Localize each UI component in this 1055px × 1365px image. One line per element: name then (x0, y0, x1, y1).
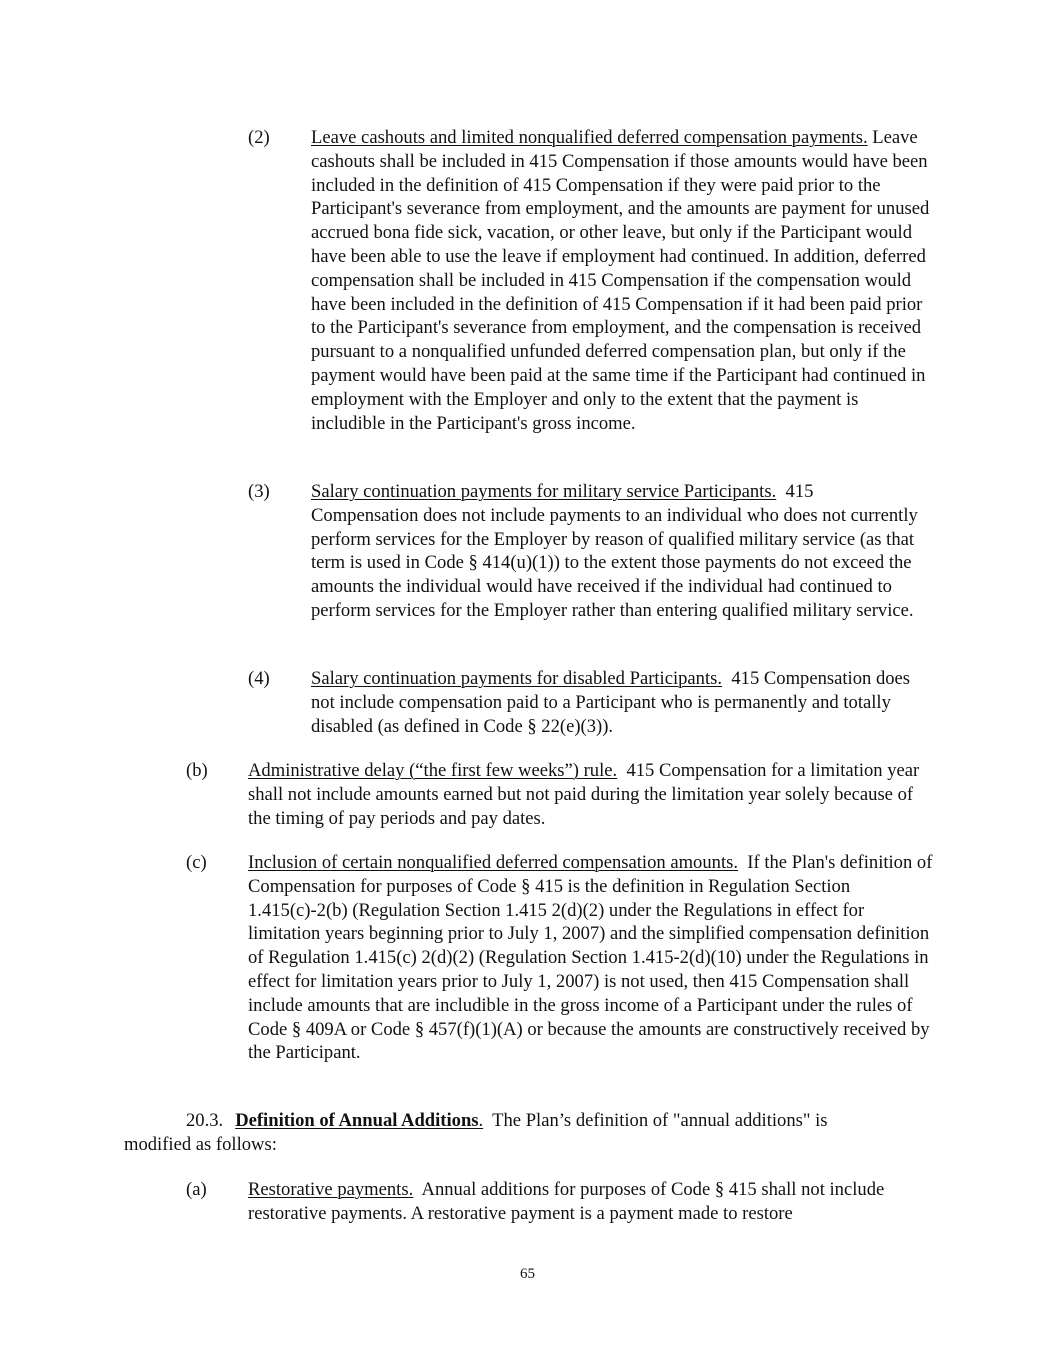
section-title-period: . (478, 1110, 484, 1131)
section-20-3 (124, 1109, 944, 1157)
item-number: (a) (186, 1179, 207, 1200)
item-heading: Inclusion of certain nonqualified deferred compensation amounts. (248, 852, 738, 873)
item-number: (3) (248, 481, 270, 502)
item-number: (2) (248, 127, 270, 148)
paragraph-item-b (186, 759, 933, 830)
section-intro-continued: modified as follows: (124, 1133, 277, 1155)
paragraph-item-2 (248, 126, 936, 435)
item-heading: Restorative payments. (248, 1179, 414, 1200)
item-body: 415 Compensation does not include payments to an individual who does not currently perform services for the Employer by reason of qualified military service (as that term is used in Code § 414(u)(1)) to the extent those payments do not exceed the amounts the individual would have received if the individual had continued to perform services for the Employer rather than entering qualified military service. (311, 481, 918, 621)
item-body: 415 Compensation for a limitation year shall not include amounts earned but not paid during the limitation year solely because of the timing of pay periods and pay dates. (248, 760, 920, 829)
paragraph-item-3 (248, 480, 921, 623)
section-intro: The Plan’s definition of "annual additions" is (492, 1110, 828, 1131)
item-body: Leave cashouts shall be included in 415 Compensation if those amounts would have been included in the definition of 415 Compensation if they were paid prior to the Participant's severance from employment, and the amounts are payment for unused accrued bona fide sick, vacation, or other leave, but only if the Participant would have been able to use the leave if employment had continued. In addition, deferred compensation shall be included in 415 Compensation if the compensation would have been included in the definition of 415 Compensation if it had been paid prior to the Participant's severance from employment, and the compensation is received pursuant to a nonqualified unfunded deferred compensation plan, but only if the payment would have been paid at the same time if the Participant had continued in employment with the Employer and only to the extent that the payment is includible in the Participant's gross income. (311, 127, 930, 434)
item-heading: Salary continuation payments for military service Participants. (311, 481, 777, 502)
item-heading: Salary continuation payments for disabled Participants. (311, 668, 723, 689)
item-number: (b) (186, 760, 208, 781)
section-title: Definition of Annual Additions (235, 1110, 479, 1131)
section-number: 20.3. (186, 1110, 224, 1131)
paragraph-item-c (186, 851, 938, 1065)
item-body: 415 Compensation does not include compensation paid to a Participant who is permanently and totally disabled (as defined in Code § 22(e)(3)). (311, 668, 911, 737)
item-number: (4) (248, 668, 270, 689)
item-number: (c) (186, 852, 207, 873)
item-heading: Leave cashouts and limited nonqualified deferred compensation payments. (311, 127, 868, 148)
item-heading: Administrative delay (“the first few weeks”) rule. (248, 760, 618, 781)
paragraph-item-4 (248, 667, 931, 738)
item-body: Annual additions for purposes of Code § 415 shall not include restorative payments. A restorative payment is a payment made to restore (248, 1179, 885, 1224)
paragraph-item-a (186, 1178, 928, 1226)
page-number: 65 (520, 1266, 535, 1282)
item-body: If the Plan's definition of Compensation for purposes of Code § 415 is the definition in Regulation Section 1.415(c)-2(b) (Regulation Section 1.415 2(d)(2) under the Regulations in effect for limitation years beginning prior to July 1, 2007) and the simplified compensation definition of Regulation 1.415(c) 2(d)(2) (Regulation Section 1.415-2(d)(10) under the Regulations in effect for limitation years prior to July 1, 2007) is not used, then 415 Compensation shall include amounts that are includible in the gross income of a Participant under the rules of Code § 409A or Code § 457(f)(1)(A) or because the amounts are constructively received by the Participant. (248, 852, 933, 1064)
